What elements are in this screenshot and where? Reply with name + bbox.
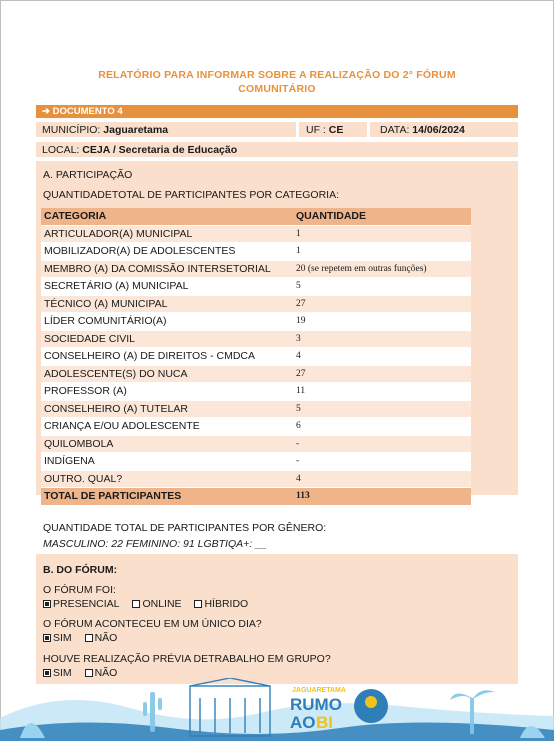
- table-row: [41, 313, 471, 331]
- total-value: 113: [293, 488, 471, 506]
- col-categoria-header: CATEGORIA: [41, 208, 293, 225]
- quantidade-cell: 20 (se repetem em outras funções): [293, 260, 471, 278]
- municipio-row: [42, 123, 168, 137]
- option-hibrido-label: HÍBRIDO: [204, 598, 249, 610]
- table-row: [41, 365, 471, 383]
- data-row: [380, 123, 465, 137]
- quantidade-cell: 5: [293, 278, 471, 296]
- local-label: LOCAL:: [42, 144, 80, 156]
- categoria-cell: INDÍGENA: [41, 453, 293, 471]
- quantidade-cell: 5: [293, 400, 471, 418]
- uf-row: [306, 123, 343, 137]
- option-presencial-label: PRESENCIAL: [53, 598, 120, 610]
- uf-label: UF :: [306, 124, 326, 136]
- brand-line2: AO: [290, 713, 316, 732]
- option-q2-nao[interactable]: [85, 632, 118, 644]
- categoria-cell: TÉCNICO (A) MUNICIPAL: [41, 295, 293, 313]
- forum-q2-options: [43, 631, 127, 645]
- quantidade-cell: -: [293, 453, 471, 471]
- categoria-cell: QUILOMBOLA: [41, 435, 293, 453]
- categoria-cell: CONSELHEIRO (A) DE DIREITOS - CMDCA: [41, 348, 293, 366]
- genero-heading: QUANTIDADE TOTAL DE PARTICIPANTES POR GÊNERO:: [43, 522, 327, 534]
- checkbox-q3-sim[interactable]: [43, 669, 51, 677]
- table-header-row: [41, 208, 471, 225]
- genero-line: MASCULINO: 22 FEMININO: 91 LGBTIQA+: __: [43, 538, 267, 550]
- section-bar-documento: ➔ DOCUMENTO 4: [36, 105, 518, 118]
- quantidade-cell: 1: [293, 225, 471, 243]
- categoria-cell: MEMBRO (A) DA COMISSÃO INTERSETORIAL: [41, 260, 293, 278]
- option-presencial[interactable]: [43, 598, 120, 610]
- table-row: [41, 418, 471, 436]
- categoria-cell: ARTICULADOR(A) MUNICIPAL: [41, 225, 293, 243]
- table-row: [41, 400, 471, 418]
- quantidade-cell: 3: [293, 330, 471, 348]
- checkbox-q2-sim[interactable]: [43, 634, 51, 642]
- quantidade-cell: -: [293, 435, 471, 453]
- table-row: [41, 453, 471, 471]
- quantidade-cell: 4: [293, 348, 471, 366]
- data-label: DATA:: [380, 124, 410, 136]
- categoria-cell: CRIANÇA E/OU ADOLESCENTE: [41, 418, 293, 436]
- seal-icon: [354, 689, 388, 723]
- quantidade-cell: 4: [293, 470, 471, 488]
- footer-banner: [0, 678, 554, 741]
- categoria-cell: CONSELHEIRO (A) TUTELAR: [41, 400, 293, 418]
- categoria-cell: SOCIEDADE CIVIL: [41, 330, 293, 348]
- data-value: 14/06/2024: [412, 124, 465, 136]
- checkbox-online[interactable]: [132, 600, 140, 608]
- table-row: [41, 348, 471, 366]
- categoria-cell: LÍDER COMUNITÁRIO(A): [41, 313, 293, 331]
- document-title: [0, 68, 554, 96]
- forum-q2: O FÓRUM ACONTECEU EM UM ÚNICO DIA?: [43, 618, 262, 630]
- total-label: TOTAL DE PARTICIPANTES: [41, 488, 293, 506]
- brand-small: JAGUARETAMA: [292, 687, 346, 694]
- municipio-label: MUNICÍPIO:: [42, 124, 101, 136]
- option-hibrido[interactable]: [194, 598, 248, 610]
- uf-value: CE: [328, 124, 344, 136]
- checkbox-q2-nao[interactable]: [85, 634, 93, 642]
- total-row: [41, 488, 471, 506]
- option-q2-sim-label: SIM: [53, 632, 72, 644]
- brand-line3: BI: [316, 713, 333, 732]
- forum-q3: HOUVE REALIZAÇÃO PRÉVIA DETRABALHO EM GRUPO?: [43, 653, 331, 665]
- categoria-cell: ADOLESCENTE(S) DO NUCA: [41, 365, 293, 383]
- municipio-value: Jaguaretama: [103, 124, 169, 136]
- option-online[interactable]: [132, 598, 181, 610]
- forum-heading: B. DO FÓRUM:: [43, 564, 118, 576]
- option-online-label: ONLINE: [142, 598, 182, 610]
- table-row: [41, 260, 471, 278]
- quantidade-cell: 6: [293, 418, 471, 436]
- checkbox-presencial[interactable]: [43, 600, 51, 608]
- table-row: [41, 243, 471, 261]
- checkbox-hibrido[interactable]: [194, 600, 202, 608]
- forum-q1: O FÓRUM FOI:: [43, 584, 116, 596]
- quantidade-cell: 1: [293, 243, 471, 261]
- categoria-cell: OUTRO. QUAL?: [41, 470, 293, 488]
- table-row: [41, 225, 471, 243]
- brand-line1: RUMO: [290, 695, 342, 714]
- quantidade-cell: 27: [293, 295, 471, 313]
- table-row: [41, 383, 471, 401]
- table-row: [41, 435, 471, 453]
- participacao-subheading: QUANTIDADETOTAL DE PARTICIPANTES POR CATEGORIA:: [43, 189, 339, 201]
- categoria-cell: PROFESSOR (A): [41, 383, 293, 401]
- table-row: [41, 470, 471, 488]
- local-value: CEJA / Secretaria de Educação: [82, 144, 238, 156]
- table-row: [41, 330, 471, 348]
- option-q2-nao-label: NÃO: [94, 632, 118, 644]
- table-row: [41, 295, 471, 313]
- option-q2-sim[interactable]: [43, 632, 72, 644]
- option-q3-nao-label: NÃO: [94, 667, 118, 679]
- quantidade-cell: 19: [293, 313, 471, 331]
- title-line-1: RELATÓRIO PARA INFORMAR SOBRE A REALIZAÇÃO DO 2° FÓRUM: [98, 69, 456, 81]
- categoria-cell: MOBILIZADOR(A) DE ADOLESCENTES: [41, 243, 293, 261]
- table-row: [41, 278, 471, 296]
- col-quantidade-header: QUANTIDADE: [293, 208, 471, 225]
- option-q3-sim-label: SIM: [53, 667, 72, 679]
- quantidade-cell: 27: [293, 365, 471, 383]
- local-row: [42, 143, 237, 157]
- participacao-heading: A. PARTICIPAÇÃO: [43, 169, 133, 181]
- title-line-2: COMUNITÁRIO: [238, 83, 316, 95]
- quantidade-cell: 11: [293, 383, 471, 401]
- categoria-table: [41, 208, 471, 506]
- categoria-cell: SECRETÁRIO (A) MUNICIPAL: [41, 278, 293, 296]
- forum-q1-options: [43, 597, 258, 611]
- checkbox-q3-nao[interactable]: [85, 669, 93, 677]
